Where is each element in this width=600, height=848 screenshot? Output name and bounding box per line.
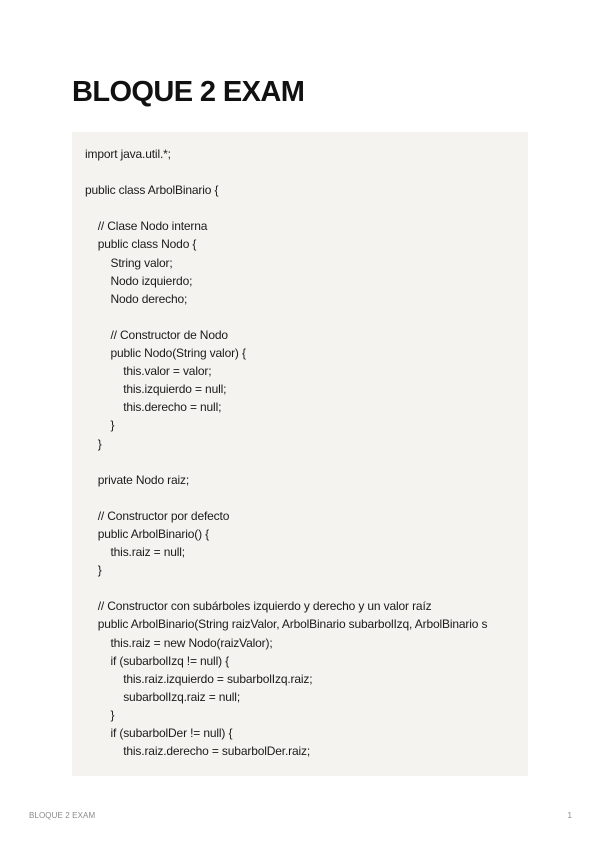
code-line: public Nodo(String valor) { bbox=[85, 346, 246, 361]
code-line: subarbolIzq.raiz = null; bbox=[85, 689, 241, 704]
footer-document-title: BLOQUE 2 EXAM bbox=[29, 811, 96, 820]
code-line: if (subarbolDer != null) { bbox=[85, 726, 233, 740]
code-line: this.raiz.derecho = subarbolDer.raiz; bbox=[85, 744, 311, 759]
code-line: public class Nodo { bbox=[85, 237, 197, 252]
code-line: if (subarbolIzq != null) { bbox=[85, 653, 229, 668]
code-line: // Constructor de Nodo bbox=[85, 327, 228, 342]
code-line: } bbox=[85, 707, 115, 722]
code-line bbox=[85, 163, 528, 181]
code-line: public ArbolBinario(String raizValor, ArbolBinario subarbolIzq, ArbolBinario s bbox=[85, 617, 488, 632]
code-line: private Nodo raiz; bbox=[85, 472, 190, 487]
code-line bbox=[85, 453, 528, 471]
code-line: } bbox=[85, 436, 102, 451]
code-line: } bbox=[85, 418, 115, 433]
footer-page-number: 1 bbox=[567, 811, 572, 820]
code-line bbox=[85, 489, 528, 507]
code-line: // Clase Nodo interna bbox=[85, 219, 208, 234]
code-line: this.derecho = null; bbox=[85, 400, 222, 415]
code-block bbox=[72, 132, 528, 776]
code-line bbox=[85, 579, 528, 597]
code-line: Nodo derecho; bbox=[85, 291, 188, 306]
code-line: this.raiz.izquierdo = subarbolIzq.raiz; bbox=[85, 671, 313, 686]
code-line: // Constructor con subárboles izquierdo y derecho y un valor raíz bbox=[85, 599, 432, 614]
code-line: this.izquierdo = null; bbox=[85, 382, 227, 397]
code-line bbox=[85, 308, 528, 326]
code-line bbox=[85, 199, 528, 217]
code-line: this.raiz = new Nodo(raizValor); bbox=[85, 635, 273, 650]
code-line: public ArbolBinario() { bbox=[85, 526, 210, 541]
code-line: Nodo izquierdo; bbox=[85, 273, 193, 288]
code-line: import java.util.*; bbox=[85, 147, 171, 161]
code-line: this.valor = valor; bbox=[85, 364, 212, 379]
code-line: // Constructor por defecto bbox=[85, 508, 230, 523]
code-line: } bbox=[85, 563, 102, 578]
code-line: this.raiz = null; bbox=[85, 545, 185, 560]
page-title: BLOQUE 2 EXAM bbox=[72, 76, 305, 108]
code-line: String valor; bbox=[85, 255, 173, 270]
code-line: public class ArbolBinario { bbox=[85, 183, 219, 198]
